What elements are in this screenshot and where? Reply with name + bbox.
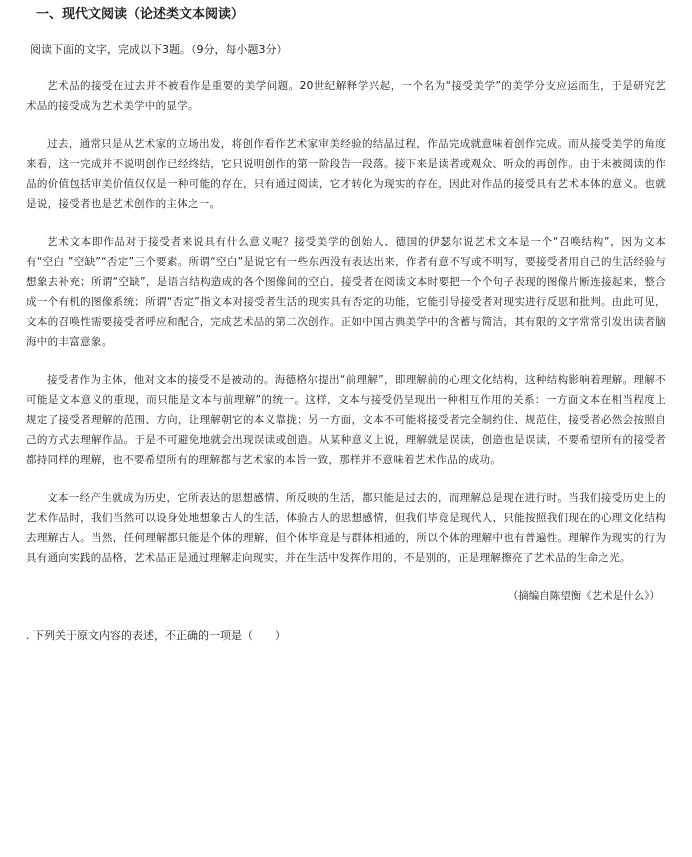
source-citation: （摘编自陈望衡《艺术是什么》） [507, 590, 660, 602]
paragraph-2: 过去，通常只是从艺术家的立场出发，将创作看作艺术家审美经验的结晶过程，作品完成就意味着创作完成。而从接受美学的角度来看，这一完成并不说明创作已经终结，它只说明创作的第一阶段告一段落。接下来是读者或观众、听众的再创作。由于未被阅读的作品的价值包括审美价值仅仅是一种可能的存在，只有通过阅读，它才转化为现实的存在，因此对作品的接受具有艺术本体的意义。也就是说，接受者也是艺术创作的主体之一。 [26, 138, 666, 210]
paragraph-1: 艺术品的接受在过去并不被看作是重要的美学问题。20世纪解释学兴起，一个名为“接受美学”的美学分支应运而生，于是研究艺术品的接受成为艺术美学中的显学。 [26, 80, 666, 112]
reading-instructions: 阅读下面的文字，完成以下3题。（9分，每小题3分） [30, 43, 288, 56]
paragraph-5: 文本一经产生就成为历史，它所表达的思想感情、所反映的生活，都只能是过去的，而理解总是现在进行时。当我们接受历史上的艺术作品时，我们当然可以设身处地想象古人的生活，体验古人的思想感情，但我们毕竟是现代人，只能按照我们现在的心理文化结构去理解古人。当然，任何理解都只能是个体的理解，但个体毕竟是与群体相通的，所以个体的理解中也有普遍性。理解作为现实的行为具有通向实践的品格，艺术品正是通过理解走向现实，并在生活中发挥作用的，不是别的，正是理解擦亮了艺术品的生命之光。 [26, 492, 666, 564]
question-1: . 下列关于原文内容的表述，不正确的一项是（ ） [26, 629, 286, 642]
paragraph-3: 艺术文本即作品对于接受者来说具有什么意义呢？接受美学的创始人、德国的伊瑟尔说艺术文本是一个“召唤结构”，因为文本有“空白 ”空缺”“否定”三个要素。所谓“空白”是说它有一些东西没有表达出来，作者有意不写或不明写，要接受者用自己的生活经验与想象去补充；所谓“空缺”，是语言结构造成的各个图像间的空白，接受者在阅读文本时要把一个个句子表现的图像片断连接起来，整合成一个有机的图像系统；所谓“否定”指文本对接受者生活的现实具有否定的功能，它能引导接受者对现实进行反思和批判。由此可见，文本的召唤性需要接受者呼应和配合，完成艺术品的第二次创作。正如中国古典美学中的含蓄与简洁，其有限的文字常常引发出读者脑海中的丰富意象。 [26, 236, 666, 348]
section-heading: 一、现代文阅读（论述类文本阅读） [36, 7, 245, 22]
paragraph-4: 接受者作为主体，他对文本的接受不是被动的。海德格尔提出“前理解”，即理解前的心理文化结构，这种结构影响着理解。理解不可能是文本意义的重现，而只能是文本与前理解”的统一。这样，文本与接受仍呈现出一种相互作用的关系：一方面文本在相当程度上规定了接受者理解的范围、方向，让理解朝它的本义靠拢；另一方面，文本不可能将接受者完全制约住、规范住，接受者必然会按照自己的方式去理解作品。于是不可避免地就会出现误读或创造。从某种意义上说，理解就是误读，创造也是误读，不要希望所有的接受者都持同样的理解，也不要希望所有的理解都与艺术家的本旨一致，那样并不意味着艺术作品的成功。 [26, 374, 666, 466]
